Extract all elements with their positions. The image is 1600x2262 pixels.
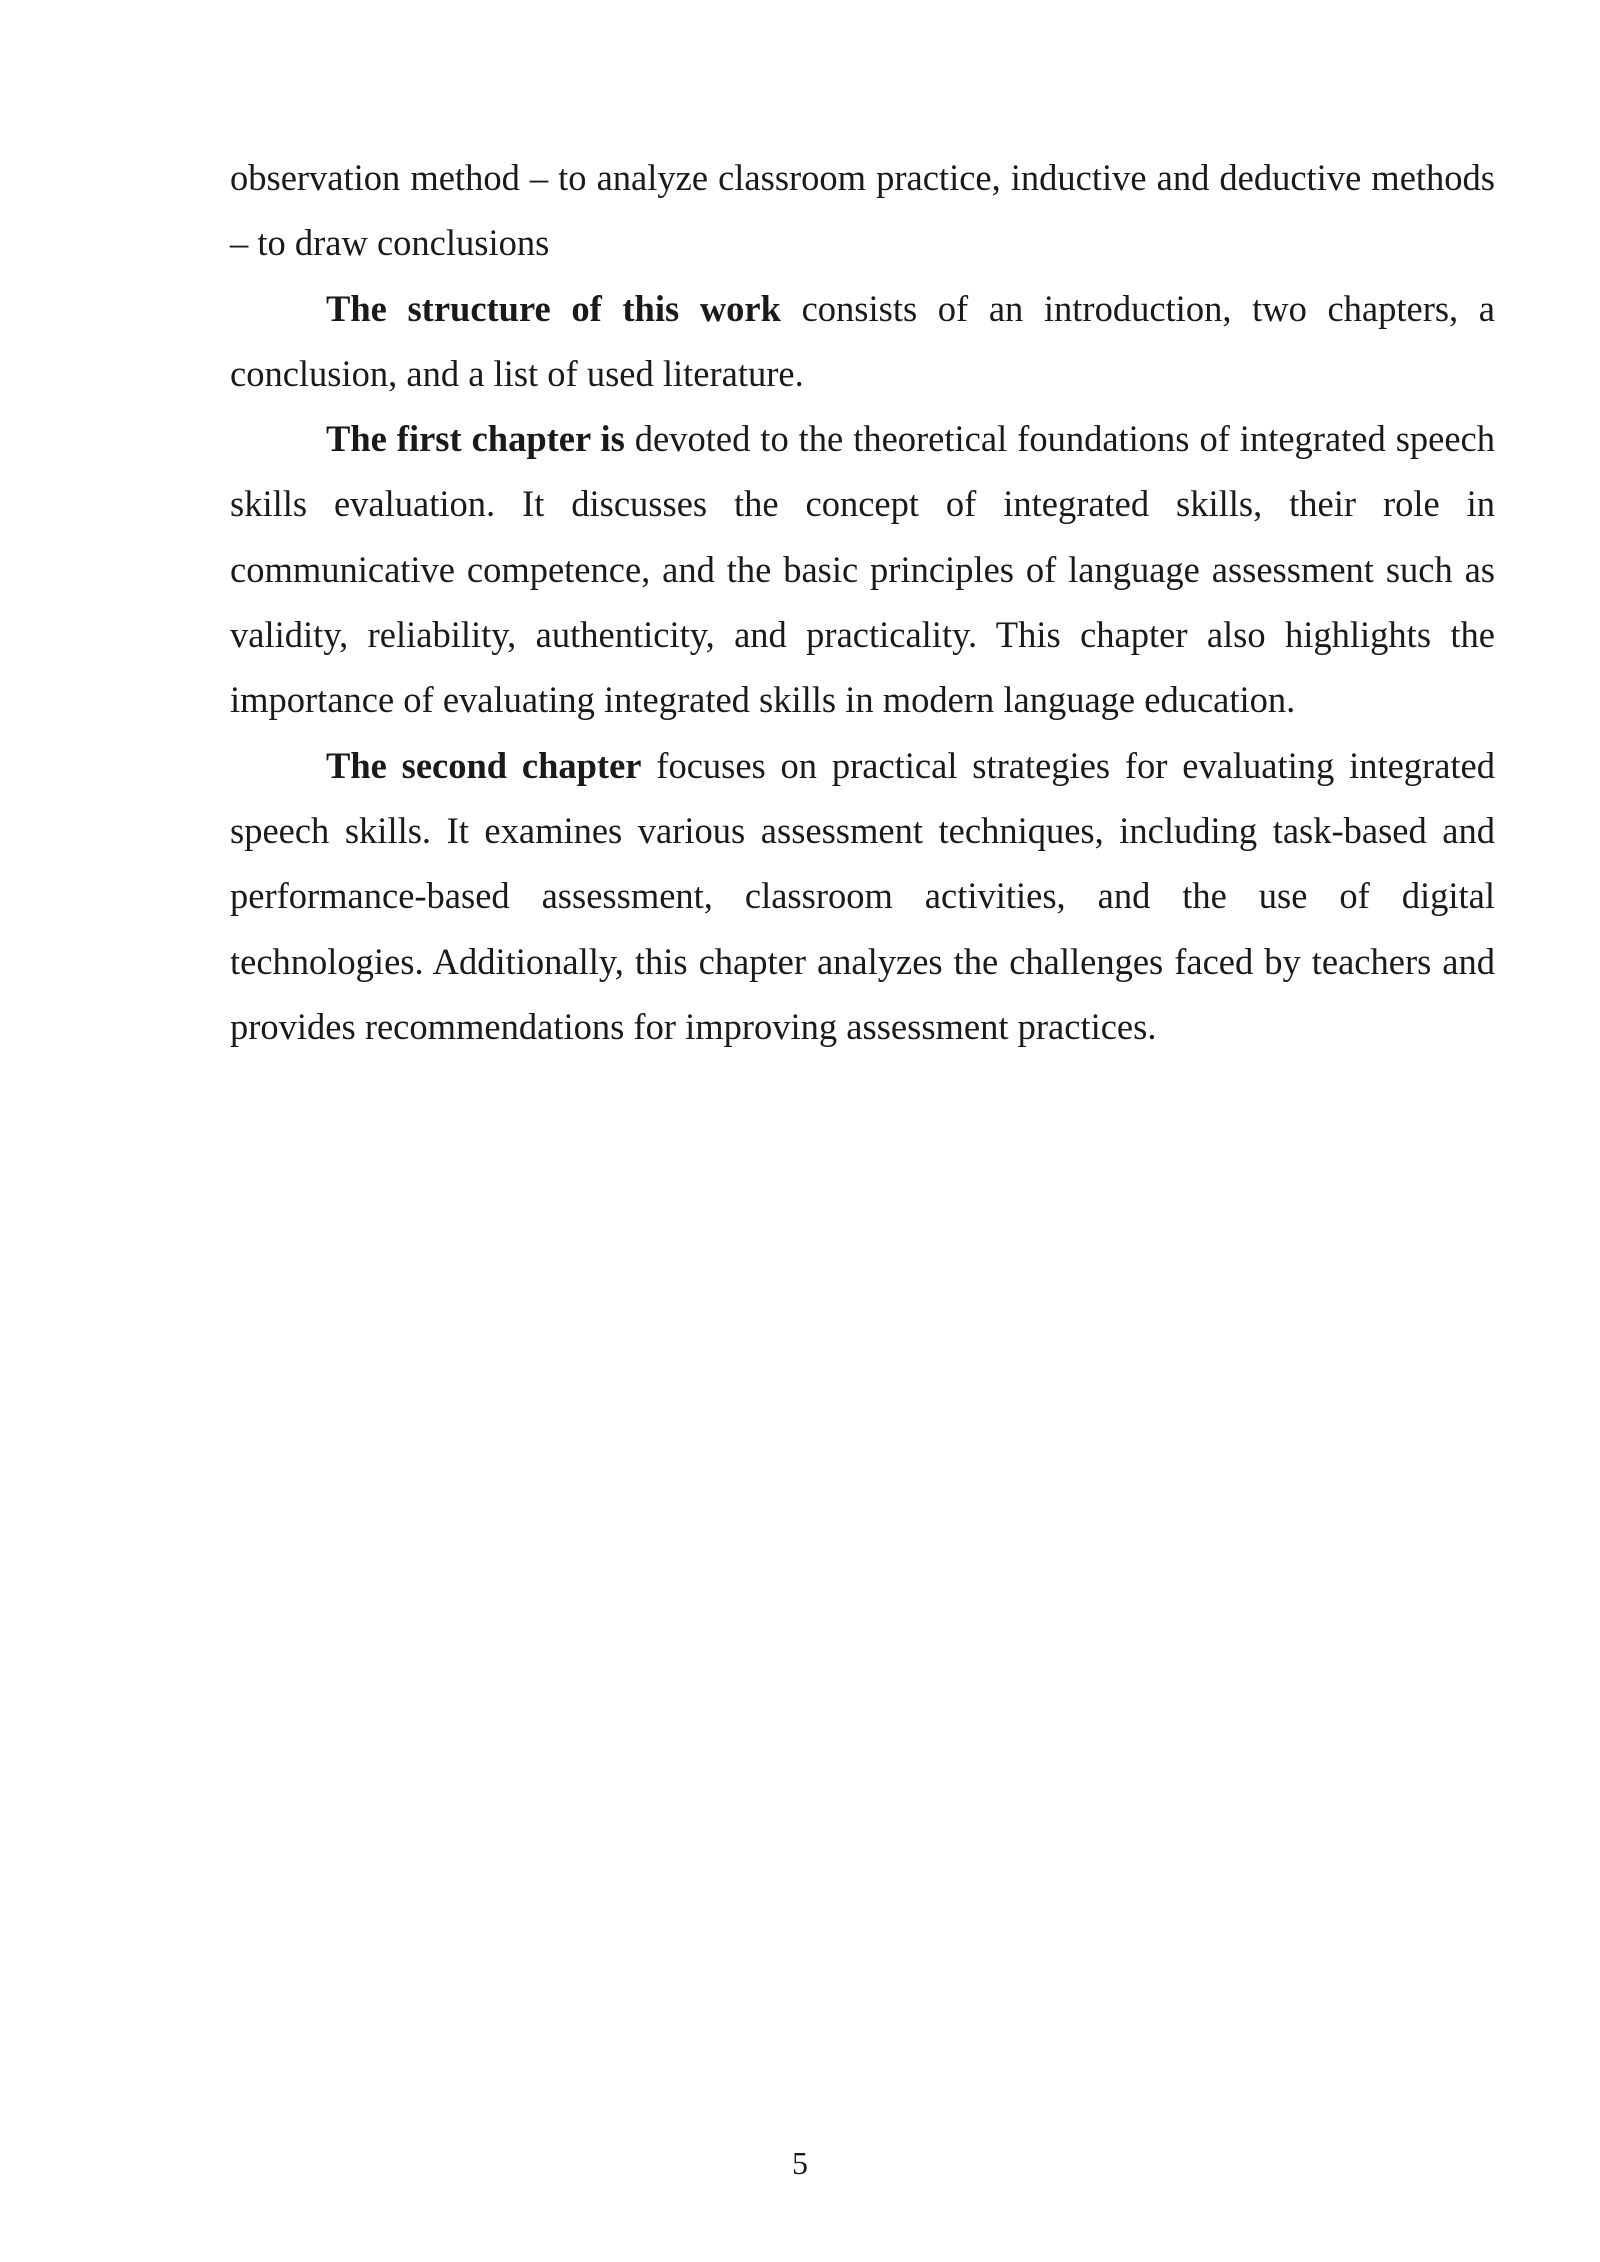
paragraph-second-chapter (230, 733, 1495, 1059)
paragraph-lead: The first chapter is (326, 418, 625, 460)
paragraph-text: consists of an introduction, two chapters, a conclusion, and a list of used literature. (230, 287, 1496, 394)
paragraph-text: focuses on practical strategies for evaluating integrated speech skills. It examines various assessment techniques, including task-based and performance-based assessment, classroom activities, and the use of digital technologies. Additionally, this chapter analyzes the challenges faced by teachers and provides recommendations for improving assessment practices. (230, 744, 1495, 1047)
page-number: 5 (792, 2145, 808, 2181)
paragraph-lead: The structure of this work (326, 287, 781, 329)
paragraph-lead: The second chapter (326, 744, 642, 786)
paragraph-methods-continuation (230, 145, 1495, 276)
paragraph-text: observation method – to analyze classroom practice, inductive and deductive methods – to draw conclusions (230, 157, 1495, 264)
document-body (230, 145, 1495, 1059)
paragraph-structure (230, 276, 1495, 407)
paragraph-text: devoted to the theoretical foundations of integrated speech skills evaluation. It discusses the concept of integrated skills, their role in communicative competence, and the basic principles of language assessment such as validity, reliability, authenticity, and practicality. This chapter also highlights the importance of evaluating integrated skills in modern language education. (230, 418, 1495, 721)
paragraph-first-chapter (230, 406, 1495, 732)
